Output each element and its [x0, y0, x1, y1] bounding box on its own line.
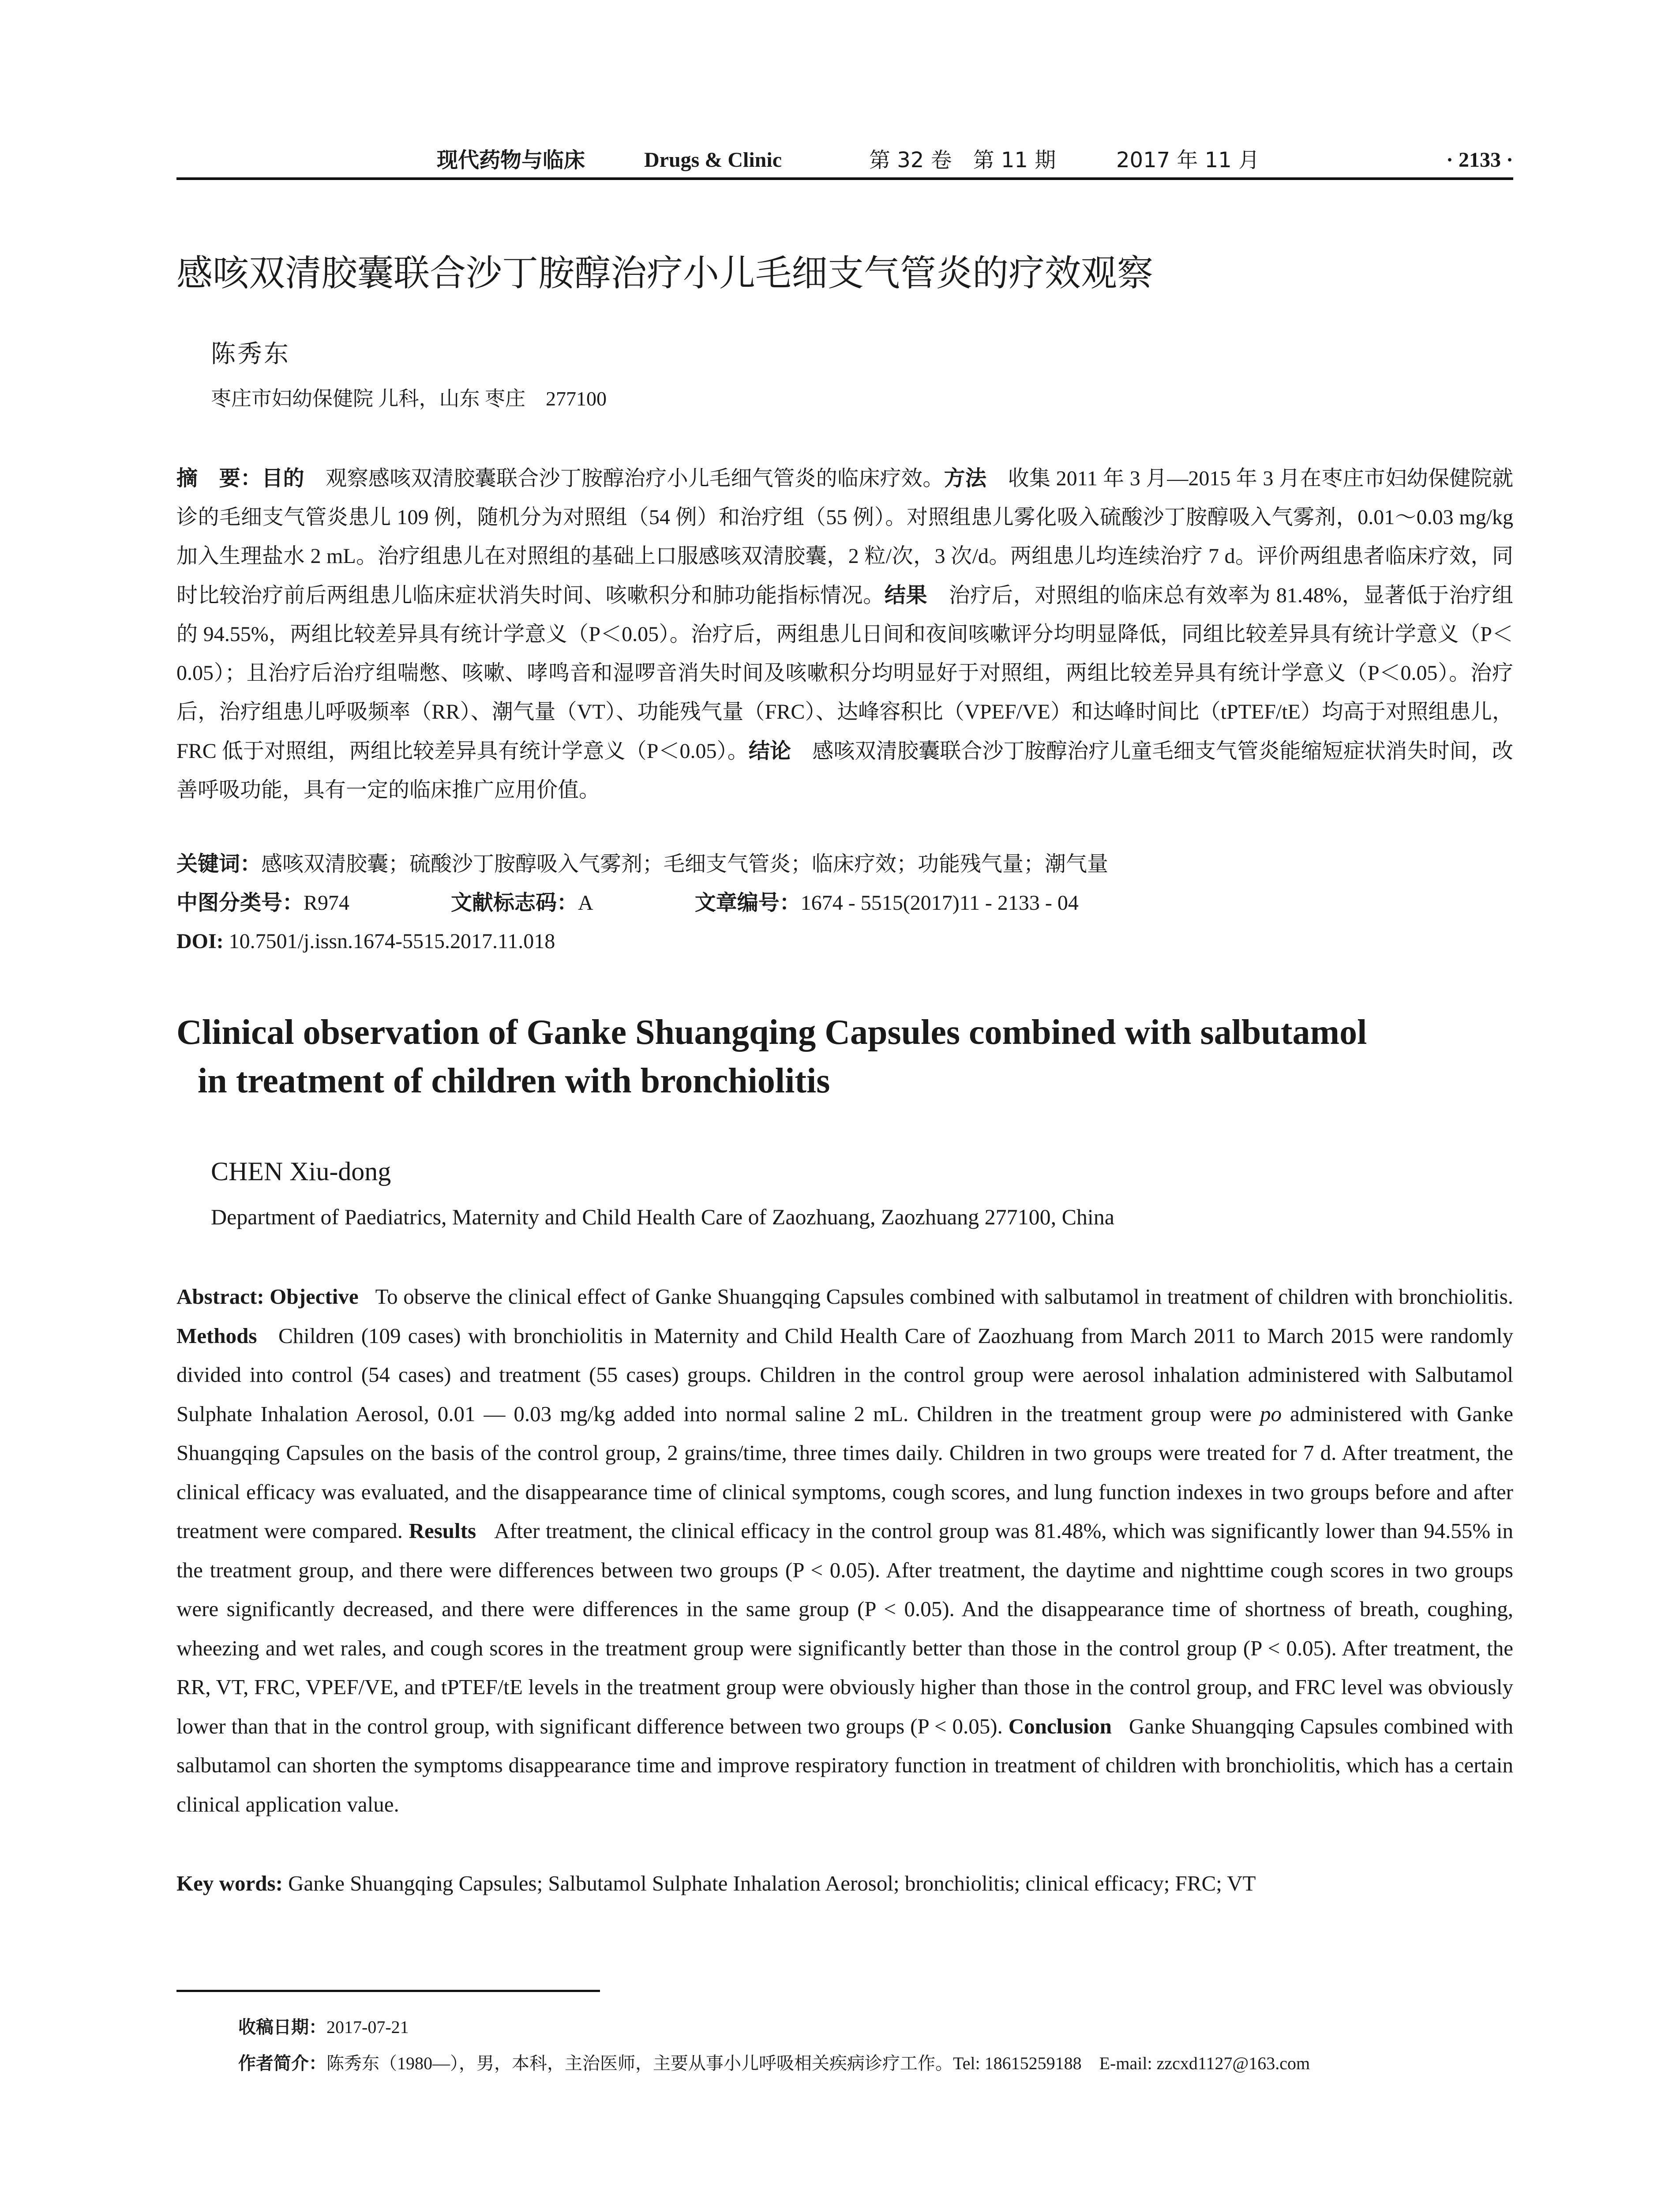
- classification-line: [176, 885, 1513, 921]
- methods-text-cn: 收集 2011 年 3 月—2015 年 3 月在枣庄市妇幼保健院就诊的毛细支气管炎患儿 109 例，随机分为对照组（54 例）和治疗组（55 例）。对照组患儿雾化吸入硫酸沙丁胺醇吸入气雾剂，0.01～0.03 mg/kg 加入生理盐水 2 mL。治疗组患儿在对照组的基础上口服感咳双清胶囊，2 粒/次，3 次/d。两组患儿均连续治疗 7 d。评价两组患者临床疗效，同时比较治疗前后两组患儿临床症状消失时间、咳嗽积分和肺功能指标情况。: [176, 467, 1513, 607]
- doc-code-value: A: [578, 891, 593, 915]
- doi-label: DOI:: [176, 930, 224, 953]
- abstract-label-en: Abstract:: [176, 1284, 264, 1309]
- abstract-cn: [176, 459, 1513, 810]
- author-en: CHEN Xiu-dong: [211, 1157, 391, 1186]
- keywords-text-cn: 感咳双清胶囊；硫酸沙丁胺醇吸入气雾剂；毛细支气管炎；临床疗效；功能残气量；潮气量: [261, 852, 1109, 876]
- methods-label-cn: 方法: [944, 466, 987, 491]
- doi-line: [176, 924, 1513, 959]
- clc-value: R974: [304, 891, 350, 915]
- keywords-cn: [176, 846, 1513, 882]
- article-no-label: 文章编号：: [694, 890, 801, 915]
- results-label-en: Results: [409, 1519, 476, 1543]
- conclusion-label-en: Conclusion: [1008, 1714, 1112, 1738]
- article-no-value: 1674 - 5515(2017)11 - 2133 - 04: [800, 891, 1079, 915]
- footnote-rule: [176, 1990, 600, 1992]
- affiliation-cn: 枣庄市妇幼保健院 儿科，山东 枣庄 277100: [211, 387, 607, 410]
- running-header: [176, 140, 1513, 180]
- affiliation-en: Department of Paediatrics, Maternity and Child Health Care of Zaozhuang, Zaozhuang 277100, China: [211, 1204, 1114, 1229]
- doc-code-label: 文献标志码：: [451, 890, 578, 915]
- bio-label: 作者简介：: [238, 2053, 326, 2074]
- results-text-cn: 治疗后，对照组的临床总有效率为 81.48%，显著低于治疗组的 94.55%，两组比较差异具有统计学意义（P＜0.05）。治疗后，两组患儿日间和夜间咳嗽评分均明显降低，同组比较差异具有统计学意义（P＜0.05）；且治疗后治疗组喘憋、咳嗽、哮鸣音和湿啰音消失时间及咳嗽积分均明显好于对照组，两组比较差异具有统计学意义（P＜0.05）。治疗后，治疗组患儿呼吸频率（RR）、潮气量（VT）、功能残气量（FRC）、达峰容积比（VPEF/VE）和达峰时间比（tPTEF/tE）均高于对照组患儿，FRC 低于对照组，两组比较差异具有统计学意义（P＜0.05）。: [176, 584, 1513, 763]
- conclusion-text-cn: 感咳双清胶囊联合沙丁胺醇治疗儿童毛细支气管炎能缩短症状消失时间，改善呼吸功能，具有一定的临床推广应用价值。: [176, 739, 1513, 802]
- keywords-label-cn: 关键词：: [176, 852, 262, 876]
- objective-text-cn: 观察感咳双清胶囊联合沙丁胺醇治疗小儿毛细气管炎的临床疗效。: [326, 467, 944, 490]
- received-date: [238, 2012, 409, 2043]
- article-title-cn: 感咳双清胶囊联合沙丁胺醇治疗小儿毛细支气管炎的疗效观察: [176, 252, 1154, 294]
- title-en-line2: in treatment of children with bronchiolitis: [198, 1062, 830, 1100]
- methods-label-en: Methods: [176, 1323, 257, 1348]
- issue-date: 2017 年 11 月: [1116, 148, 1260, 173]
- title-en-line1: Clinical observation of Ganke Shuangqing Capsules combined with salbutamol: [176, 1013, 1367, 1052]
- conclusion-label-cn: 结论: [748, 739, 791, 763]
- keywords-en: [176, 1864, 1513, 1903]
- journal-name-cn: 现代药物与临床: [437, 148, 585, 173]
- keywords-label-en: Key words:: [176, 1871, 283, 1895]
- abstract-en: [176, 1277, 1513, 1824]
- conclusion-text-en: Ganke Shuangqing Capsules combined with salbutamol can shorten the symptoms disappearance time and improve respiratory function in treatment of children with bronchiolitis, which has a certain clinical application value.: [176, 1714, 1514, 1816]
- author-cn: 陈秀东: [211, 341, 290, 368]
- author-bio: [238, 2048, 1310, 2079]
- methods-text-en-1: Children (109 cases) with bronchiolitis in Maternity and Child Health Care of Zaozhuang from March 2011 to March 2015 were randomly divided into control (54 cases) and treatment (55 cases) groups. Children in the control group were aerosol inhalation administered with Salbutamol Sulphate Inhalation Aerosol, 0.01 — 0.03 mg/kg added into normal saline 2 mL. Children in the treatment group were: [176, 1323, 1513, 1426]
- bio-text: 陈秀东（1980—），男，本科，主治医师，主要从事小儿呼吸相关疾病诊疗工作。Tel: 18615259188 E-mail: zzcxd1127@163.com: [326, 2053, 1310, 2073]
- methods-text-en-2: administered with Ganke Shuangqing Capsules on the basis of the control group, 2 grains/time, three times daily. Children in two groups were treated for 7 d. After treatment, the clinical efficacy was evaluated, and the disappearance time of clinical symptoms, cough scores, and lung function indexes in two groups before and after treatment were compared.: [176, 1401, 1513, 1543]
- volume-issue: 第 32 卷 第 11 期: [869, 148, 1056, 173]
- abstract-label-cn: 摘 要：: [176, 466, 262, 491]
- keywords-text-en: Ganke Shuangqing Capsules; Salbutamol Sulphate Inhalation Aerosol; bronchiolitis; clinical efficacy; FRC; VT: [288, 1871, 1256, 1895]
- clc-label: 中图分类号：: [176, 890, 304, 915]
- received-value: 2017-07-21: [326, 2017, 409, 2037]
- objective-text-en: To observe the clinical effect of Ganke Shuangqing Capsules combined with salbutamol in treatment of children with bronchiolitis.: [375, 1284, 1514, 1309]
- results-label-cn: 结果: [884, 583, 928, 608]
- header-rule: [176, 177, 1513, 180]
- objective-label-en: Objective: [270, 1284, 359, 1309]
- doi-value: 10.7501/j.issn.1674-5515.2017.11.018: [229, 930, 555, 953]
- results-text-en: After treatment, the clinical efficacy in the control group was 81.48%, which was significantly lower than 94.55% in the treatment group, and there were differences between two groups (P < 0.05). After treatment, the daytime and nighttime cough scores in two groups were significantly decreased, and there were differences in the same group (P < 0.05). And the disappearance time of shortness of breath, coughing, wheezing and wet rales, and cough scores in the treatment group were significantly better than those in the control group (P < 0.05). After treatment, the RR, VT, FRC, VPEF/VE, and tPTEF/tE levels in the treatment group were obviously higher than those in the control group, and FRC level was obviously lower than that in the control group, with significant difference between two groups (P < 0.05).: [176, 1519, 1513, 1738]
- received-label: 收稿日期：: [238, 2017, 326, 2037]
- journal-name-en: Drugs & Clinic: [644, 148, 782, 172]
- article-title-en: [176, 1008, 1513, 1105]
- page-number: · 2133 ·: [1446, 148, 1513, 172]
- methods-po: po: [1260, 1401, 1282, 1426]
- objective-label-cn: 目的: [262, 466, 304, 491]
